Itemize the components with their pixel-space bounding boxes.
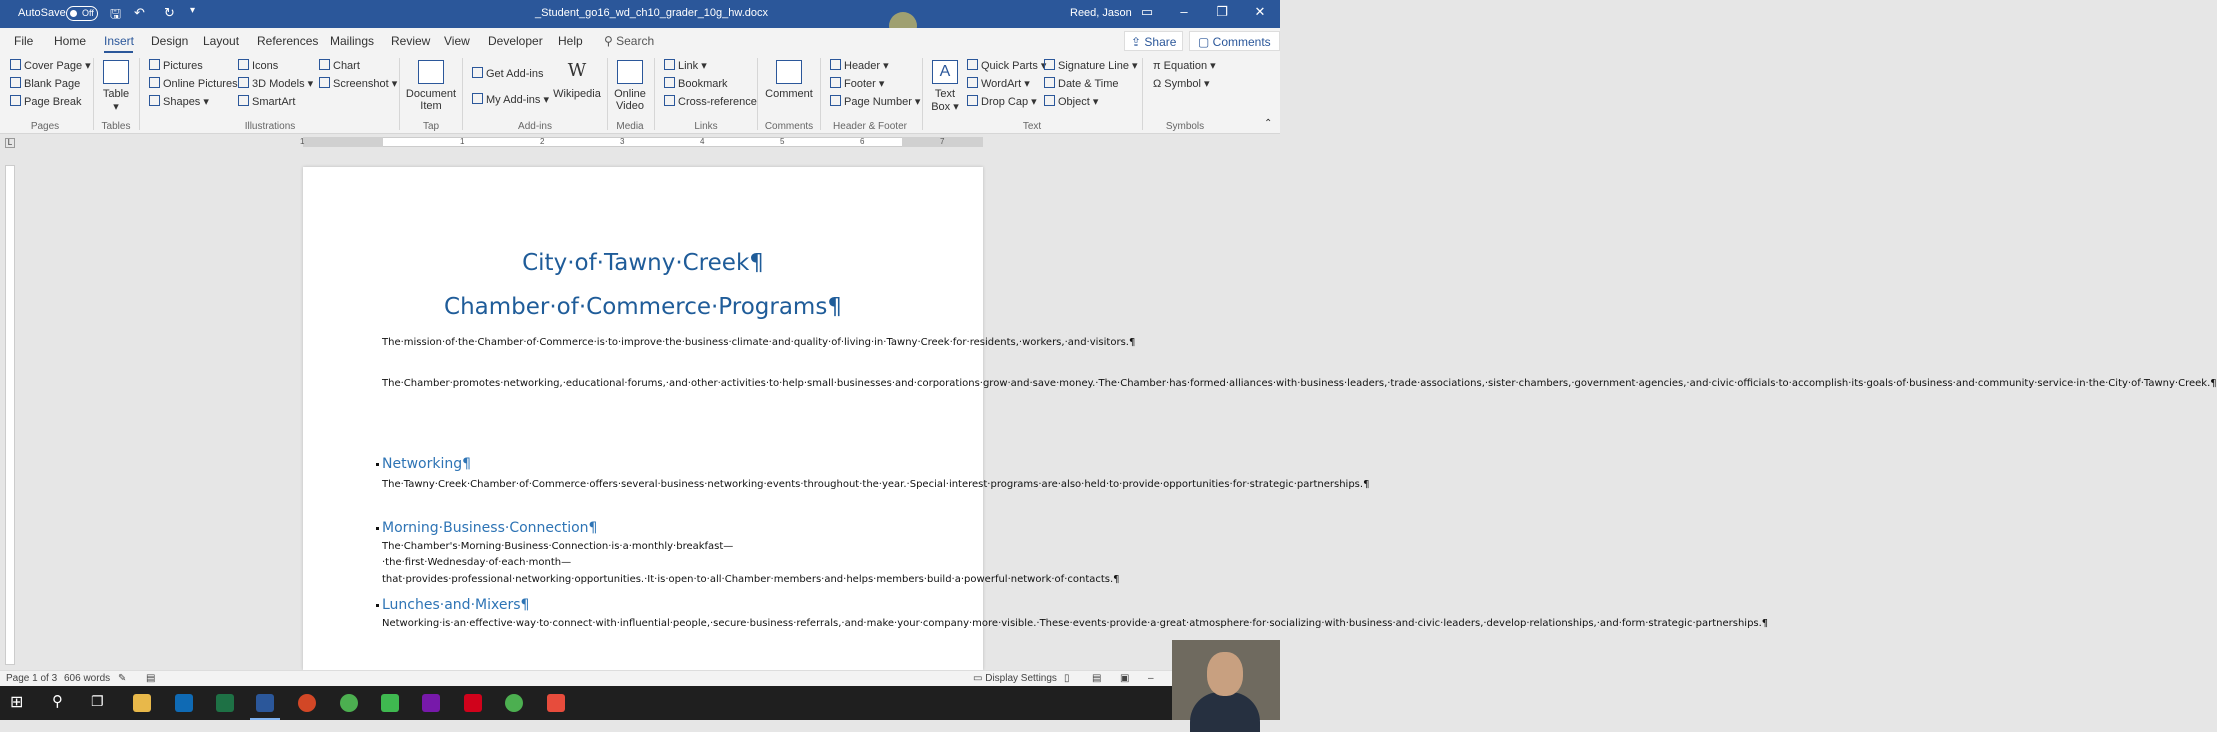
group-divider [820,58,821,130]
blank-page-icon [10,77,21,88]
group-divider [1142,58,1143,130]
signature-line-button[interactable]: Signature Line ▾ [1044,59,1138,72]
link-icon [664,59,675,70]
group-divider [399,58,400,130]
document-item-button[interactable] [405,60,457,112]
page-break-button[interactable] [10,95,81,108]
zoom-out-icon[interactable]: – [1148,673,1154,684]
tab-review[interactable]: Review [391,34,431,48]
quick-parts-label: Quick Parts [981,60,1038,72]
online-video-label-line2: Video [616,100,644,112]
get-addins-button[interactable] [472,67,543,80]
tab-references[interactable]: References [257,34,319,48]
web-layout-icon[interactable]: ▣ [1120,673,1130,684]
tap-group-label: Tap [422,121,440,132]
presenter-face [1207,652,1243,696]
ruler-number: 2 [540,137,545,146]
symbol-label: Symbol [1164,78,1201,90]
heading-networking: Networking¶ [382,456,472,472]
ruler-number: 4 [700,137,705,146]
tab-file[interactable]: File [14,34,34,48]
restore-icon[interactable]: ❐ [1216,4,1228,19]
document-title-line1: City·of·Tawny·Creek¶ [522,250,764,276]
onenote-icon[interactable] [422,694,440,712]
drop-cap-label: Drop Cap [981,96,1029,108]
acrobat-icon[interactable] [464,694,482,712]
tab-mailings[interactable]: Mailings [330,34,375,48]
illustrations-group-label: Illustrations [244,121,296,132]
online-pictures-label: Online Pictures [163,78,238,90]
comment-button[interactable] [763,60,815,100]
comment-icon [776,60,802,84]
autosave-toggle[interactable]: Off [66,6,98,21]
autosave-label: AutoSave [18,7,66,19]
online-video-icon [617,60,643,84]
3d-models-button[interactable]: 3D Models ▾ [238,77,313,90]
page-break-icon [10,95,21,106]
redo-icon[interactable]: ↻ [164,5,175,20]
text-box-icon: A [932,60,958,84]
cross-reference-button[interactable] [664,95,757,108]
document-page[interactable] [303,167,2217,670]
page-break-label: Page Break [24,96,82,108]
pages-group-label: Pages [30,121,60,132]
pictures-icon [149,59,160,70]
excel-icon[interactable] [216,694,234,712]
search-label: Search [616,34,655,48]
powerpoint-icon[interactable] [298,694,316,712]
share-icon: ⇪ [1131,35,1145,49]
my-addins-label: My Add-ins [486,94,541,106]
comments-button[interactable] [1189,31,1280,51]
icons-label: Icons [252,60,279,72]
webcam-overlay [1172,640,1280,720]
search-icon[interactable]: ⚲ [52,693,63,710]
link-label: Link [678,60,699,72]
search-icon: ⚲ [604,34,617,48]
share-label: Share [1144,35,1177,49]
heading-lunches-and-mixers: Lunches·and·Mixers¶ [382,597,530,613]
horizontal-ruler[interactable] [303,137,983,147]
ruler-number: 1 [300,137,305,146]
macro-icon[interactable]: ▤ [146,673,156,684]
camtasia-icon[interactable] [381,694,399,712]
collapse-ribbon-icon[interactable]: ⌃ [1264,118,1273,129]
ruler-left-margin [303,137,383,147]
wikipedia-label: Wikipedia [553,88,601,100]
equation-label: Equation [1163,60,1208,72]
group-divider [93,58,94,130]
body-paragraph: The·Chamber's·Morning·Business·Connection·is·a·monthly·breakfast—·the·first·Wednesday·of·each·month—that·provides·professional·networking·opportunities.·It·is·open·to·all·Chamber·members·and·helps·members·build·a·powerful·network·of·contacts.¶ [382,541,1120,585]
tab-view[interactable]: View [444,34,470,48]
ruler-number: 7 [940,137,945,146]
quick-parts-button[interactable]: Quick Parts ▾ [967,59,1046,72]
bookmark-button[interactable] [664,77,728,90]
group-divider [462,58,463,130]
cover-page-button[interactable]: Cover Page ▾ [10,59,91,72]
date-time-label: Date & Time [1058,78,1119,90]
comments-group-label: Comments [764,121,814,132]
cross-reference-icon [664,95,675,106]
document-title-line2: Chamber·of·Commerce·Programs¶ [444,294,842,320]
shapes-label: Shapes [163,96,201,108]
pictures-button[interactable] [149,59,203,72]
heading-bullet [376,463,379,466]
get-addins-label: Get Add-ins [486,68,544,80]
tab-design[interactable]: Design [151,34,189,48]
taskbar [0,686,1280,720]
chart-icon [319,59,330,70]
search-box[interactable] [604,34,654,48]
my-addins-icon [472,93,483,104]
table-button[interactable]: Table ▾ [100,60,132,113]
ruler-number: 6 [860,137,865,146]
object-label: Object [1058,96,1090,108]
tab-home[interactable]: Home [54,34,87,48]
display-settings-button[interactable] [973,673,1057,684]
footer-button[interactable]: Footer ▾ [830,77,884,90]
group-divider [922,58,923,130]
tab-selector[interactable]: L [5,138,15,148]
online-video-label-line1: Online [614,88,646,100]
footer-label: Footer [844,78,876,90]
smartart-button[interactable] [238,95,295,108]
body-paragraph: Networking·is·an·effective·way·to·connect·with·influential·people,·secure·business·referrals,·and·make·your·company·more·visible.·These·events·provide·a·great·atmosphere·for·socializing·with·business·and·civic·leaders,·develop·relationships,·and·form·strategic·partnerships.¶ [382,618,1769,629]
chart-button[interactable] [319,59,360,72]
smartart-icon [238,95,249,106]
close-icon[interactable]: ✕ [1254,4,1266,19]
comment-label: Comment [765,88,813,100]
windows-start-icon[interactable]: ⊞ [10,694,24,711]
header-footer-group-label: Header & Footer [833,121,907,132]
equation-icon: π [1153,60,1164,72]
vertical-ruler[interactable] [5,165,15,665]
object-button[interactable]: Object ▾ [1044,95,1098,108]
group-divider [757,58,758,130]
word-count[interactable]: 606 words [64,673,111,684]
screenshot-button[interactable]: Screenshot ▾ [319,77,397,90]
document-item-label-line1: Document [405,88,457,100]
online-video-button[interactable] [612,60,648,112]
group-divider [139,58,140,130]
customize-quick-access-icon[interactable]: ▾ [190,5,196,16]
ruler-number: 5 [780,137,785,146]
comments-label: Comments [1212,35,1271,49]
display-icon: ▭ [973,673,986,684]
share-button[interactable] [1124,31,1183,51]
status-bar [0,670,1280,686]
ruler-number: 1 [460,137,465,146]
tables-group-label: Tables [101,121,131,132]
icons-button[interactable] [238,59,278,72]
symbols-group-label: Symbols [1165,121,1205,132]
date-time-button[interactable] [1044,77,1119,90]
wordart-button[interactable]: WordArt ▾ [967,77,1030,90]
online-pictures-button[interactable] [149,77,238,90]
cross-reference-label: Cross-reference [678,96,757,108]
file-explorer-icon[interactable] [133,694,151,712]
drop-cap-button[interactable]: Drop Cap ▾ [967,95,1037,108]
wikipedia-button[interactable] [552,60,602,100]
ribbon-display-icon[interactable]: ▭ [1140,4,1154,19]
outlook-icon[interactable] [175,694,193,712]
active-tab-underline [104,51,133,53]
wordart-label: WordArt [981,78,1022,90]
document-item-icon [418,60,444,84]
wikipedia-icon: W [567,60,587,81]
title-bar [0,0,1280,28]
quick-parts-icon [967,59,978,70]
blank-page-label: Blank Page [24,78,81,90]
blank-page-button[interactable] [10,77,80,90]
icons-icon [238,59,249,70]
heading-bullet [376,604,379,607]
page-count[interactable]: Page 1 of 3 [6,673,58,684]
text-box-label-line1: Text [934,88,956,100]
media-group-label: Media [616,121,644,132]
object-icon [1044,95,1055,106]
header-label: Header [844,60,881,72]
wordart-icon [967,77,978,88]
body-paragraph: The·Chamber·promotes·networking,·educational·forums,·and·other·activities·to·help·small·businesses·and·corporations·grow·and·save·money.·The·Chamber·has·formed·alliances·with·business·leaders,·trade·associations,·sister·chambers,·government·agencies,·and·civic·officials·to·accomplish·its·goals·of·business·and·community·service·in·the·City·of·Tawny·Creek.¶ [382,378,2217,389]
user-name[interactable]: Reed, Jason [1070,7,1132,19]
table-icon [103,60,129,84]
footer-icon [830,77,841,88]
text-box-label-line2: Box [931,101,951,113]
bookmark-icon [664,77,675,88]
minimize-icon[interactable]: – [1180,4,1188,19]
3d-models-icon [238,77,249,88]
text-box-button[interactable]: A Text Box ▾ [928,60,962,113]
task-view-icon[interactable]: ❐ [91,693,104,709]
equation-button[interactable]: π Equation ▾ [1153,60,1216,72]
body-paragraph: The·mission·of·the·Chamber·of·Commerce·is·to·improve·the·business·climate·and·quality·of·living·in·Tawny·Creek·for·residents,·workers,·and·visitors.¶ [382,337,1136,348]
body-paragraph: The·Tawny·Creek·Chamber·of·Commerce·offers·several·business·networking·events·throughout·the·year.·Special·interest·programs·are·also·held·to·provide·opportunities·for·strategic·partnerships.¶ [382,479,1370,490]
ruler-number: 3 [620,137,625,146]
smartart-label: SmartArt [252,96,296,108]
drop-cap-icon [967,95,978,106]
undo-icon[interactable]: ↶ [134,5,145,20]
heading-morning-business-connection: Morning·Business·Connection¶ [382,520,598,536]
print-layout-icon[interactable]: ▤ [1092,673,1102,684]
menu-bar [0,28,1280,54]
shapes-icon [149,95,160,106]
links-group-label: Links [694,121,718,132]
chart-label: Chart [333,60,360,72]
store-icon [472,67,483,78]
screenshot-label: Screenshot [333,78,389,90]
comments-icon: ▢ [1198,35,1213,49]
date-time-icon [1044,77,1055,88]
signature-line-icon [1044,59,1055,70]
proofing-icon[interactable]: ✎ [118,673,127,684]
header-button[interactable]: Header ▾ [830,59,889,72]
active-app-indicator [250,718,280,720]
document-title: _Student_go16_wd_ch10_grader_10g_hw.docx [535,7,769,19]
link-button[interactable]: Link ▾ [664,59,707,72]
page-number-icon [830,95,841,106]
page-number-button[interactable]: Page Number ▾ [830,95,920,108]
document-item-label-line2: Item [420,100,442,112]
tab-layout[interactable]: Layout [203,34,240,48]
snagit-icon[interactable] [547,694,565,712]
online-pictures-icon [149,77,160,88]
ribbon [0,54,1280,134]
bookmark-label: Bookmark [678,78,728,90]
group-divider [607,58,608,130]
group-divider [654,58,655,130]
presenter-body [1190,692,1260,732]
signature-line-label: Signature Line [1058,60,1129,72]
addins-group-label: Add-ins [518,121,552,132]
cover-page-icon [10,59,21,70]
symbol-icon: Ω [1153,78,1165,90]
pictures-label: Pictures [163,60,203,72]
tab-developer[interactable]: Developer [488,34,543,48]
cover-page-label: Cover Page [24,60,83,72]
chrome-icon[interactable] [340,694,358,712]
symbol-button[interactable]: Ω Symbol ▾ [1153,78,1210,90]
page-number-label: Page Number [844,96,912,108]
heading-bullet [376,527,379,530]
tab-insert[interactable]: Insert [104,34,135,48]
shapes-button[interactable]: Shapes ▾ [149,95,209,108]
word-icon[interactable] [256,694,274,712]
my-addins-button[interactable]: My Add-ins ▾ [472,93,549,106]
chrome-icon[interactable] [505,694,523,712]
text-group-label: Text [1022,121,1042,132]
3d-models-label: 3D Models [252,78,305,90]
save-icon[interactable]: 🖫 [110,6,122,21]
header-icon [830,59,841,70]
screenshot-icon [319,77,330,88]
table-label: Table [102,88,130,100]
display-settings-label: Display Settings [985,673,1057,684]
tab-help[interactable]: Help [558,34,583,48]
read-mode-icon[interactable]: ▯ [1064,673,1070,684]
